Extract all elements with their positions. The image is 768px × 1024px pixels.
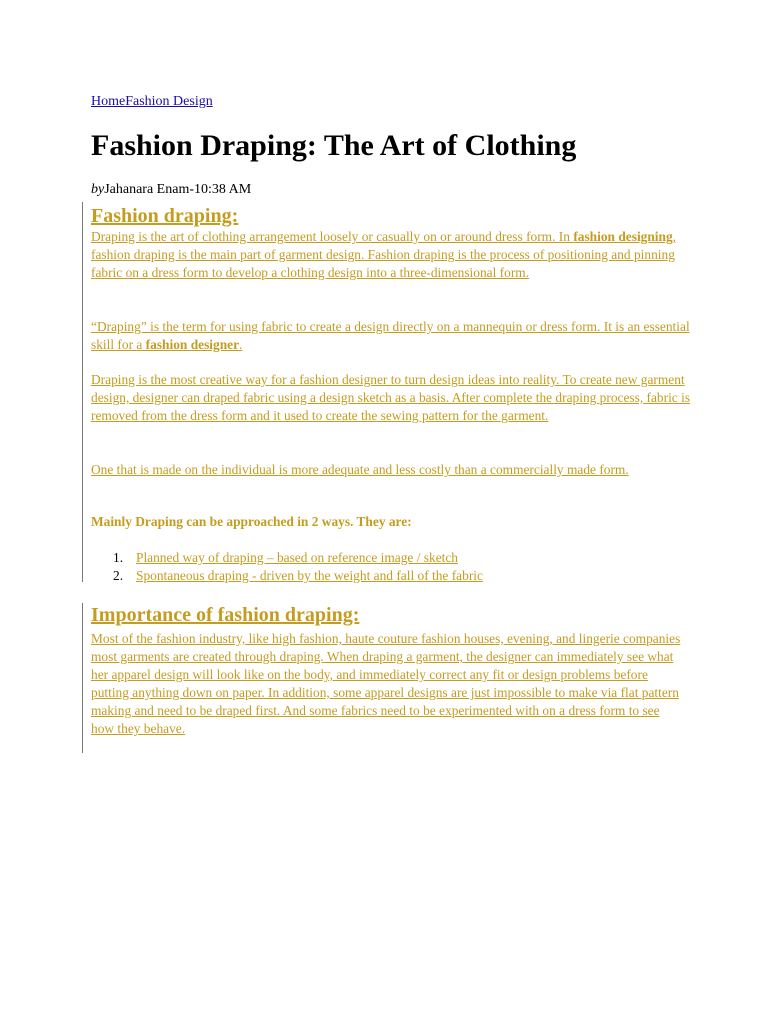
draping-ways-list [91, 549, 483, 585]
breadcrumb-home-link[interactable]: Home [91, 94, 126, 109]
list-item [91, 567, 483, 585]
list-item-number: 2. [113, 568, 124, 583]
quote-bar-2 [82, 603, 83, 753]
fashion-designer-link[interactable]: fashion designer [145, 337, 240, 352]
draping-ways-intro: Mainly Draping can be approached in 2 ways. They are: [91, 514, 412, 529]
paragraph-draping-definition [91, 228, 691, 282]
paragraph-text: , fashion draping is the main part of garment design. Fashion draping is the process of positioning and pinning fabric on a dress form to develop a clothing design into a three-dimensional form. [91, 229, 677, 280]
byline [91, 182, 251, 198]
section-heading-fashion-draping: Fashion draping: [91, 205, 239, 227]
list-item-text: Planned way of draping – based on reference image / sketch [136, 550, 458, 565]
paragraph-text: . [239, 337, 243, 352]
byline-author[interactable]: Jahanara Enam [104, 182, 190, 197]
list-item-text: Spontaneous draping - driven by the weight and fall of the fabric [136, 568, 483, 583]
section-heading-importance: Importance of fashion draping: [91, 604, 360, 626]
page-title: Fashion Draping: The Art of Clothing [91, 129, 577, 162]
paragraph-draping-term [91, 318, 691, 354]
breadcrumb [91, 94, 213, 110]
byline-by-label: by [91, 182, 105, 197]
paragraph-individual-form: One that is made on the individual is more adequate and less costly than a commercially made form. [91, 462, 629, 477]
fashion-designing-link[interactable]: fashion designing [573, 229, 673, 244]
breadcrumb-category-link[interactable]: Fashion Design [125, 94, 213, 109]
list-item [91, 549, 483, 567]
paragraph-text: Draping is the art of clothing arrangement loosely or casually on or around dress form. In [91, 229, 574, 244]
paragraph-creative-way: Draping is the most creative way for a fashion designer to turn design ideas into reality. To create new garment design, designer can draped fabric using a design sketch as a basis. After complete the draping process, fabric is removed from the dress form and it used to create the sewing pattern for the garment. [91, 372, 691, 423]
paragraph-text: “Draping” is the term for using fabric to create a design directly on a mannequin or dress form. It is an essential skill for a [91, 319, 690, 352]
paragraph-importance: Most of the fashion industry, like high fashion, haute couture fashion houses, evening, and lingerie companies most garments are created through draping. When draping a garment, the designer can immediately see what her apparel design will look like on the body, and immediately correct any fit or design problems before putting anything down on paper. In addition, some apparel designs are just impossible to make via flat pattern making and need to be draped first. And some fabrics need to be experimented with on a dress form to see how they behave. [91, 631, 681, 736]
list-item-number: 1. [113, 550, 124, 565]
byline-time: -10:38 AM [189, 182, 252, 197]
quote-bar-1 [82, 202, 83, 582]
